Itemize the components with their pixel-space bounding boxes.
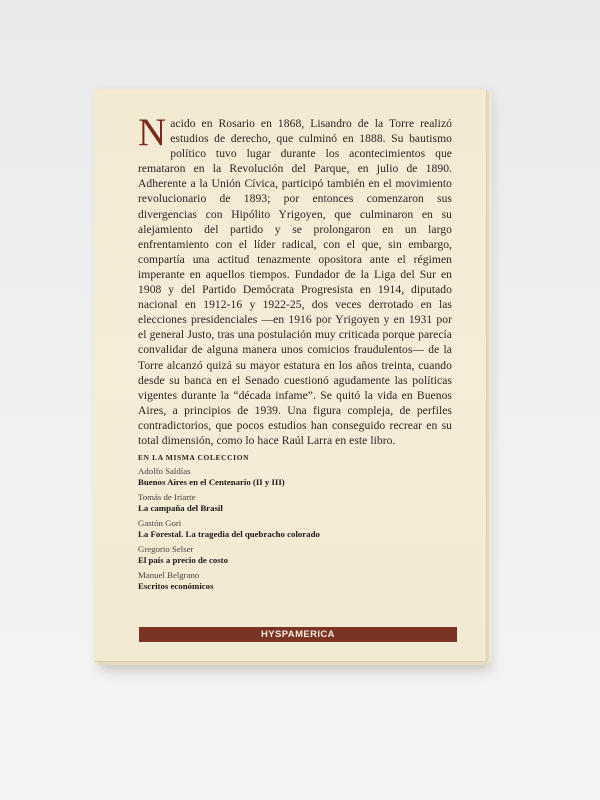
publisher-bar bbox=[139, 627, 457, 642]
collection-author: Tomás de Iriarte bbox=[138, 492, 196, 502]
collection-list bbox=[138, 466, 458, 596]
blurb-text: acido en Rosario en 1868, Lisandro de la Torre realizó estudios de derecho, que culminó en 1888. Su bautismo político tuvo lugar durante los acontecimientos que remataron en la Revolución del Parque, en julio de 1890. Adherente a la Unión Cívica, participó también en el movimiento revolucionario de 1893; por entonces comenzaron sus divergencias con Hipólito Yrigoyen, que culminaron en su alejamiento del partido y se prolongaron en un largo enfrentamiento con el líder radical, con el que, sin embargo, compartía una actitud tenazmente opositora ante el régimen imperante en aquellos tiempos. Fundador de la Liga del Sur en 1908 y del Partido Demócrata Progresista en 1914, diputado nacional en 1912-16 y 1922-25, dos veces derrotado en las elecciones presidenciales —en 1916 por Yrigoyen y en 1931 por el general Justo, tras una postulación muy criticada porque parecía convalidar de alguna manera unos comicios fraudulentos— de la Torre alcanzó quizá su mayor estatura en los años treinta, cuando desde su banca en el Senado cuestionó agudamente las políticas vigentes durante la “década infame”. Se quitó la vida en Buenos Aires, a principios de 1939. Una figura compleja, de perfiles contradictorios, que pocos estudios han conseguido recrear en su total dimensión, como lo hace Raúl Larra en este libro. bbox=[138, 117, 452, 447]
collection-item bbox=[138, 570, 458, 591]
collection-item bbox=[138, 544, 458, 565]
collection-title: La Forestal. La tragedia del quebracho colorado bbox=[138, 528, 320, 539]
collection-item bbox=[138, 466, 458, 487]
collection-author: Adolfo Saldías bbox=[138, 466, 191, 476]
collection-author: Gregorio Selser bbox=[138, 544, 194, 554]
collection-item bbox=[138, 492, 458, 513]
drop-cap: N bbox=[138, 111, 167, 154]
collection-title: Buenos Aires en el Centenario (II y III) bbox=[138, 476, 285, 487]
collection-title: Escritos económicos bbox=[138, 580, 214, 591]
collection-title: La campaña del Brasil bbox=[138, 502, 223, 513]
collection-author: Manuel Belgrano bbox=[138, 570, 200, 580]
book-page-edge bbox=[486, 92, 492, 662]
collection-item bbox=[138, 518, 458, 539]
collection-heading: EN LA MISMA COLECCION bbox=[138, 453, 250, 462]
publisher-name: HYSPAMERICA bbox=[261, 629, 335, 640]
collection-author: Gastón Gori bbox=[138, 518, 182, 528]
collection-title: El país a precio de costo bbox=[138, 554, 229, 565]
back-cover-blurb bbox=[138, 111, 452, 448]
